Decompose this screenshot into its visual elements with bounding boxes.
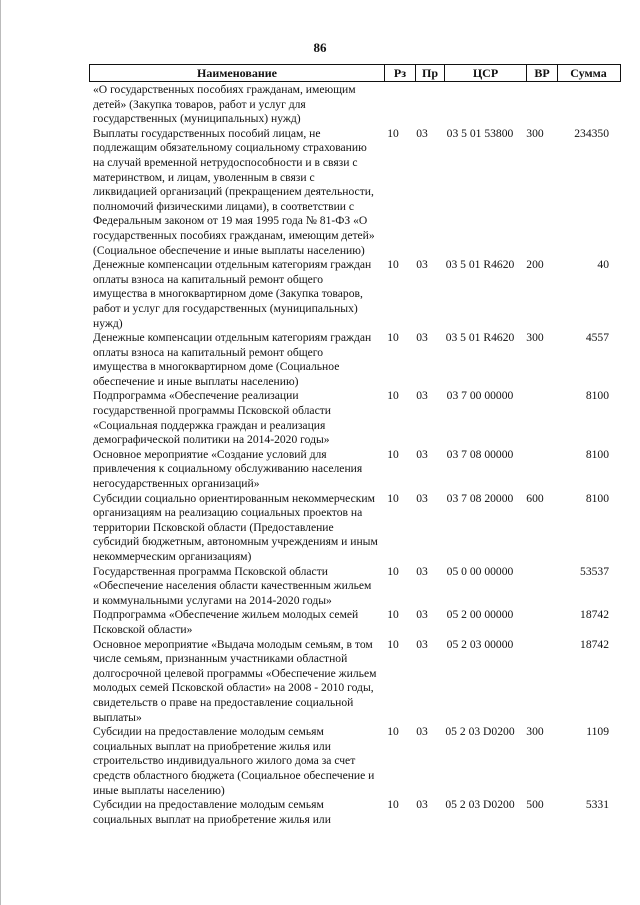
row-rz: 10: [387, 637, 399, 651]
row-csr: 03 7 08 20000: [446, 491, 514, 505]
row-rz: 10: [387, 725, 399, 739]
row-vr: 200: [526, 258, 544, 272]
row-name: Выплаты государственных пособий лицам, не подлежащим обязательному социальному страхованию на случай временной нетрудоспособности и в связи с материнством, и лицам, уволенным в связи с ликвидацией организаций (прекращением деятельности, полномочий физическими лицами), в соответствии с Федеральным законом от 19 мая 1995 года № 81-ФЗ «О государственных пособиях гражданам, имеющим детей» (Социальное обеспечение и иные выплаты населению): [93, 126, 375, 257]
row-sum: 18742: [580, 637, 609, 651]
row-rz: 10: [387, 258, 399, 272]
row-vr: 300: [526, 331, 544, 345]
row-name: Денежные компенсации отдельным категориям граждан оплаты взноса на капитальный ремонт общего имущества в многоквартирном доме (Социальное обеспечение и иные выплаты населению): [93, 331, 372, 388]
row-rz: 10: [387, 564, 399, 578]
table-row: [89, 798, 629, 827]
row-vr: 300: [526, 725, 544, 739]
row-csr: 03 5 01 R4620: [445, 331, 515, 345]
row-name: Субсидии на предоставление молодым семьям социальных выплат на приобретение жилья или: [93, 798, 331, 826]
row-rz: 10: [387, 389, 399, 403]
row-pr: 03: [416, 491, 428, 505]
row-pr: 03: [416, 331, 428, 345]
row-name: Подпрограмма «Обеспечение реализации государственной программы Псковской области «Социальная поддержка граждан и реализация демографической политики на 2014-2020 годы»: [93, 389, 331, 447]
row-pr: 03: [416, 608, 428, 622]
row-csr: 05 2 03 D0200: [445, 725, 515, 739]
row-pr: 03: [416, 637, 428, 651]
row-name: Государственная программа Псковской области «Обеспечение населения области качественным жильем и коммунальными услугами на 2014-2020 годы»: [93, 564, 372, 607]
table-row: [89, 565, 629, 609]
row-csr: 03 5 01 R4620: [445, 258, 515, 272]
row-csr: 05 2 00 00000: [446, 608, 514, 622]
row-vr: 600: [526, 491, 544, 505]
row-vr: 500: [526, 798, 544, 812]
row-pr: 03: [416, 126, 428, 140]
row-pr: 03: [416, 725, 428, 739]
row-rz: 10: [387, 331, 399, 345]
table-row: [89, 492, 629, 565]
row-sum: 8100: [585, 447, 609, 461]
table-row: [89, 258, 629, 331]
row-rz: 10: [387, 447, 399, 461]
header-rz: Рз: [384, 65, 415, 81]
table-header: [89, 64, 621, 82]
row-csr: 05 2 03 00000: [446, 637, 514, 651]
header-csr: ЦСР: [444, 65, 526, 81]
table-row: [89, 389, 629, 447]
page-number: 86: [313, 40, 327, 55]
row-csr: 03 7 08 00000: [446, 447, 514, 461]
table-row: [89, 608, 629, 637]
row-name: Основное мероприятие «Выдача молодым семьям, в том числе семьям, признанным участниками областной долгосрочной целевой программы «Обеспечение жильем молодых семей Псковской области» на 2008 - 2010 годы, свидетельств о праве на предоставление социальной выплаты»: [93, 637, 377, 724]
row-pr: 03: [416, 564, 428, 578]
row-sum: 4557: [585, 331, 609, 345]
row-pr: 03: [416, 798, 428, 812]
row-name: Субсидии социально ориентированным некоммерческим организациям на реализацию социальных проектов на территории Псковской области (Предоставление субсидий бюджетным, автономным учреждениям и иным некоммерческим организациям): [93, 491, 378, 563]
row-csr: 03 7 00 00000: [446, 389, 514, 403]
table-row: [89, 448, 629, 492]
row-name: «О государственных пособиях гражданам, имеющим детей» (Закупка товаров, работ и услуг для государственных (муниципальных) нужд): [93, 83, 356, 126]
header-sum: Сумма: [557, 65, 619, 81]
row-pr: 03: [416, 389, 428, 403]
row-sum: 40: [597, 258, 609, 272]
row-name: Подпрограмма «Обеспечение жильем молодых семей Псковской области»: [93, 608, 359, 636]
row-sum: 1109: [586, 725, 609, 739]
header-vr: ВР: [526, 65, 557, 81]
table-row: [89, 83, 629, 127]
table-row: [89, 638, 629, 726]
row-pr: 03: [416, 447, 428, 461]
row-rz: 10: [387, 608, 399, 622]
row-sum: 18742: [580, 608, 609, 622]
row-sum: 8100: [585, 491, 609, 505]
row-sum: 5331: [585, 798, 609, 812]
table-row: [89, 725, 629, 798]
row-vr: 300: [526, 126, 544, 140]
row-csr: 05 2 03 D0200: [445, 798, 515, 812]
row-sum: 8100: [585, 389, 609, 403]
row-sum: 53537: [580, 564, 609, 578]
row-rz: 10: [387, 798, 399, 812]
row-csr: 05 0 00 00000: [446, 564, 514, 578]
header-pr: Пр: [415, 65, 444, 81]
row-name: Субсидии на предоставление молодым семьям социальных выплат на приобретение жилья или строительство индивидуального жилого дома за счет средств областного бюджета (Социальное обеспечение и иные выплаты населению): [93, 725, 375, 797]
row-rz: 10: [387, 126, 399, 140]
row-name: Денежные компенсации отдельным категориям граждан оплаты взноса на капитальный ремонт общего имущества в многоквартирном доме (Закупка товаров, работ и услуг для государственных (муниципальных) нужд): [93, 258, 372, 330]
scan-edge: [0, 0, 1, 905]
header-name: Наименование: [197, 66, 277, 80]
row-csr: 03 5 01 53800: [446, 126, 514, 140]
row-sum: 234350: [574, 126, 609, 140]
table-row: [89, 331, 629, 389]
row-rz: 10: [387, 491, 399, 505]
table-body: [89, 83, 629, 827]
row-pr: 03: [416, 258, 428, 272]
row-name: Основное мероприятие «Создание условий для привлечения к социальному обслуживанию населения негосударственных организаций»: [93, 447, 363, 491]
table-row: [89, 127, 629, 258]
